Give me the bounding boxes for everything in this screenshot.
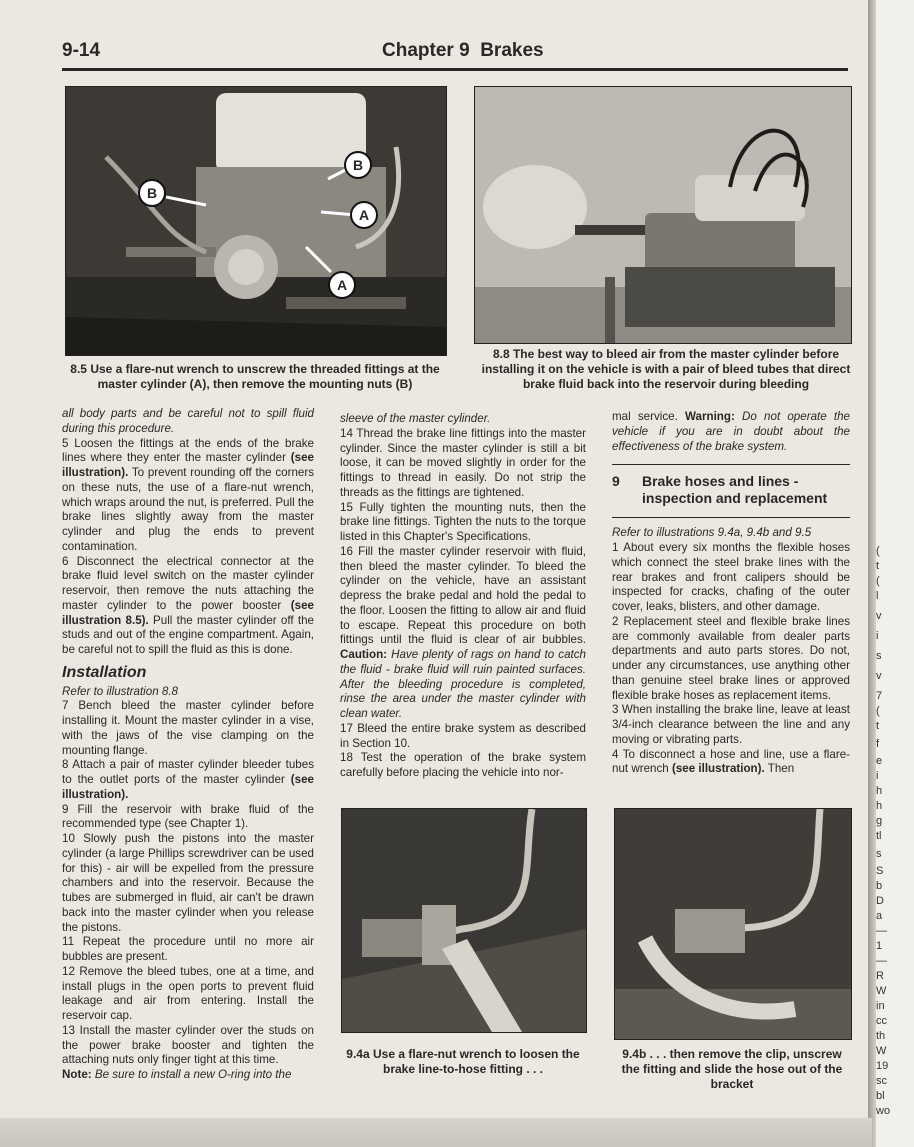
step-6: 6 Disconnect the electrical connector at the brake fluid level switch on the master cylinder reservoir, then remove the nuts attaching the master cylinder to the power booster (see illustration 8.5). Pull the master cylinder off the studs and out of the engine compartment. Again, be careful not to spill the fluid as this is done. <box>62 554 314 656</box>
edge-fragment: W <box>876 985 887 997</box>
edge-fragment: i <box>876 630 879 642</box>
step-5: 5 Loosen the fittings at the ends of the brake lines where they enter the master cylinder (see illustration). To prevent rounding off the corners on these nuts, the use of a flare-nut wrench, which wraps around the nut, is preferred. Pull the brake lines slightly away from the master cylinder and plug the ends to prevent contamination. <box>62 436 315 553</box>
edge-fragment: g <box>876 815 883 827</box>
text-column-1 <box>62 407 314 1083</box>
section-9-heading <box>612 473 850 507</box>
note: Note: Be sure to install a new O-ring into the <box>62 1068 292 1081</box>
edge-fragment: e <box>876 755 883 767</box>
callout-a-lower: A <box>328 271 356 299</box>
edge-fragment: wo <box>876 1105 891 1117</box>
s9-step-4: 4 To disconnect a hose and line, use a flare-nut wrench (see illustration). Then <box>612 747 850 776</box>
step-16: 16 Fill the master cylinder reservoir with fluid, then bleed the master cylinder. To bleed the cylinder on the vehicle, have an assistant depress the brake pedal and hold the pedal to the floor. Loosen the fitting to allow air and fluid to escape. Repeat this procedure on both fittings until the fluid is clear of air bubbles. Caution: Have plenty of rags on hand to catch the fluid - brake fluid will ruin painted surfaces. After the bleeding procedure is completed, rinse the area under the master cylinder with clean water. <box>340 544 586 720</box>
section-title: Brake hoses and lines - inspection and replacement <box>642 473 828 507</box>
step-12: 12 Remove the bleed tubes, one at a time, and install plugs in the open ports to prevent fluid leakage and air from entering. Install the reservoir cap. <box>62 964 314 1022</box>
s9-step-2: 2 Replacement steel and flexible brake lines are commonly available from dealer parts departments and auto parts stores. Do not, under any circumstances, use anything other than genuine steel brake lines or approved flexible brake hoses as replacement items. <box>612 614 850 702</box>
page-bottom-shadow <box>0 1118 872 1147</box>
figure-9-4b-photo <box>614 808 852 1040</box>
edge-fragment: s <box>876 650 882 662</box>
edge-fragment: ( <box>876 705 880 717</box>
section-9-reference: Refer to illustrations 9.4a, 9.4b and 9.5 <box>612 526 812 540</box>
flare-nut-wrench-photo-image <box>342 809 586 1032</box>
edge-fragment: s <box>876 848 882 860</box>
page-number: 9-14 <box>62 40 101 61</box>
chapter-header <box>382 40 544 62</box>
edge-fragment: S <box>876 865 884 877</box>
callout-b-right: B <box>344 151 372 179</box>
step-11: 11 Repeat the procedure until no more air bubbles are present. <box>62 935 314 963</box>
edge-fragment: b <box>876 880 883 892</box>
edge-fragment: f <box>876 738 880 750</box>
edge-fragment: W <box>876 1045 887 1057</box>
section-rule-top <box>612 464 850 465</box>
step-18: 18 Test the operation of the brake system carefully before placing the vehicle into nor- <box>340 751 586 779</box>
col3-continuation: mal service. Warning: Do not operate the vehicle if you are in doubt about the effectiveness of the brake system. <box>612 410 850 453</box>
edge-fragment: in <box>876 1000 885 1012</box>
figure-8-8-caption: 8.8 The best way to bleed air from the master cylinder before installing it on the vehicle is with a pair of bleed tubes that direct brake fluid back into the reservoir during bleeding <box>481 347 851 391</box>
edge-fragment: l <box>876 590 879 602</box>
step-17: 17 Bleed the entire brake system as described in Section 10. <box>340 721 586 750</box>
installation-heading: Installation <box>62 663 147 681</box>
col2-continuation: sleeve of the master cylinder. <box>340 412 491 425</box>
section-number: 9 <box>612 473 620 490</box>
callout-b-left: B <box>138 179 166 207</box>
figure-8-5-photo <box>65 86 447 356</box>
figure-9-4a-photo <box>341 808 587 1033</box>
edge-fragment: 7 <box>876 690 883 702</box>
edge-fragment: — <box>876 955 887 967</box>
step-13: 13 Install the master cylinder over the studs on the power brake booster and tighten the attaching nuts only finger tight at this time. <box>62 1023 314 1067</box>
edge-fragment: — <box>876 925 887 937</box>
text-column-2 <box>340 412 586 781</box>
edge-fragment: ( <box>876 545 880 557</box>
figure-8-5-caption: 8.5 Use a flare-nut wrench to unscrew the threaded fittings at the master cylinder (A), then remove the mounting nuts (B) <box>70 362 440 391</box>
edge-fragment: t <box>876 720 880 732</box>
figure-9-4a-caption: 9.4a Use a flare-nut wrench to loosen the brake line-to-hose fitting . . . <box>346 1047 580 1076</box>
edge-fragment: i <box>876 770 879 782</box>
master-cylinder-photo-image <box>66 87 446 355</box>
edge-fragment: th <box>876 1030 886 1042</box>
edge-fragment: t <box>876 560 880 572</box>
edge-fragment: tl <box>876 830 882 842</box>
installation-reference: Refer to illustration 8.8 <box>62 684 178 698</box>
step-7: 7 Bench bleed the master cylinder before installing it. Mount the master cylinder in a vise, with the jaws of the vise clamping on the mounting flange. <box>62 699 314 757</box>
edge-fragment: 1 <box>876 940 883 952</box>
figure-9-4b-caption: 9.4b . . . then remove the clip, unscrew the fitting and slide the hose out of the bracket <box>621 1047 843 1091</box>
hose-clip-photo-image <box>615 809 851 1039</box>
chapter-title: Brakes <box>480 40 544 61</box>
s9-step-1: 1 About every six months the flexible hoses which connect the steel brake lines with the rear brakes and front calipers should be inspected for cracks, chafing of the outer cover, leaks, blisters, and other damage. <box>612 541 850 613</box>
edge-fragment: ( <box>876 575 880 587</box>
edge-fragment: a <box>876 910 883 922</box>
edge-fragment: bl <box>876 1090 885 1102</box>
edge-fragment: R <box>876 970 884 982</box>
edge-fragment: 19 <box>876 1060 889 1072</box>
step-10: 10 Slowly push the pistons into the master cylinder (a large Phillips screwdriver can be used for this) - air will be expelled from the pressure chambers and into the reservoir. Because the tubes are submerged in fluid, air can't be drawn back into the master cylinder when you release the pistons. <box>62 832 314 934</box>
edge-fragment: sc <box>876 1075 887 1087</box>
callout-a-upper: A <box>350 201 378 229</box>
edge-fragment: cc <box>876 1015 887 1027</box>
figure-8-8-photo <box>474 86 852 344</box>
adjacent-page-edge <box>872 0 914 1147</box>
bench-bleed-photo-image <box>475 87 851 343</box>
edge-fragment: h <box>876 800 883 812</box>
edge-fragment: D <box>876 895 884 907</box>
edge-fragment: v <box>876 670 882 682</box>
section-rule-bottom <box>612 517 850 518</box>
step-9: 9 Fill the reservoir with brake fluid of the recommended type (see Chapter 1). <box>62 802 314 831</box>
edge-fragment: h <box>876 785 883 797</box>
header-rule <box>62 68 848 71</box>
step-8: 8 Attach a pair of master cylinder bleeder tubes to the outlet ports of the master cylinder (see illustration). <box>62 758 314 801</box>
edge-fragment: v <box>876 610 882 622</box>
step-15: 15 Fully tighten the mounting nuts, then the brake line fittings. Tighten the nuts to the torque listed in this Chapter's Specifications. <box>340 500 586 543</box>
s9-step-3: 3 When installing the brake line, leave at least 3/4-inch clearance between the line and any moving or vibrating parts. <box>612 703 850 746</box>
text-column-3 <box>612 410 850 777</box>
col1-continuation: all body parts and be careful not to spill fluid during this procedure. <box>62 407 314 435</box>
chapter-label: Chapter 9 <box>382 40 470 61</box>
step-14: 14 Thread the brake line fittings into the master cylinder. Since the master cylinder is still a bit loose, it can be moved slightly in order for the fittings to thread in easily. Do not strip the threads as the fittings are tightened. <box>340 426 586 499</box>
